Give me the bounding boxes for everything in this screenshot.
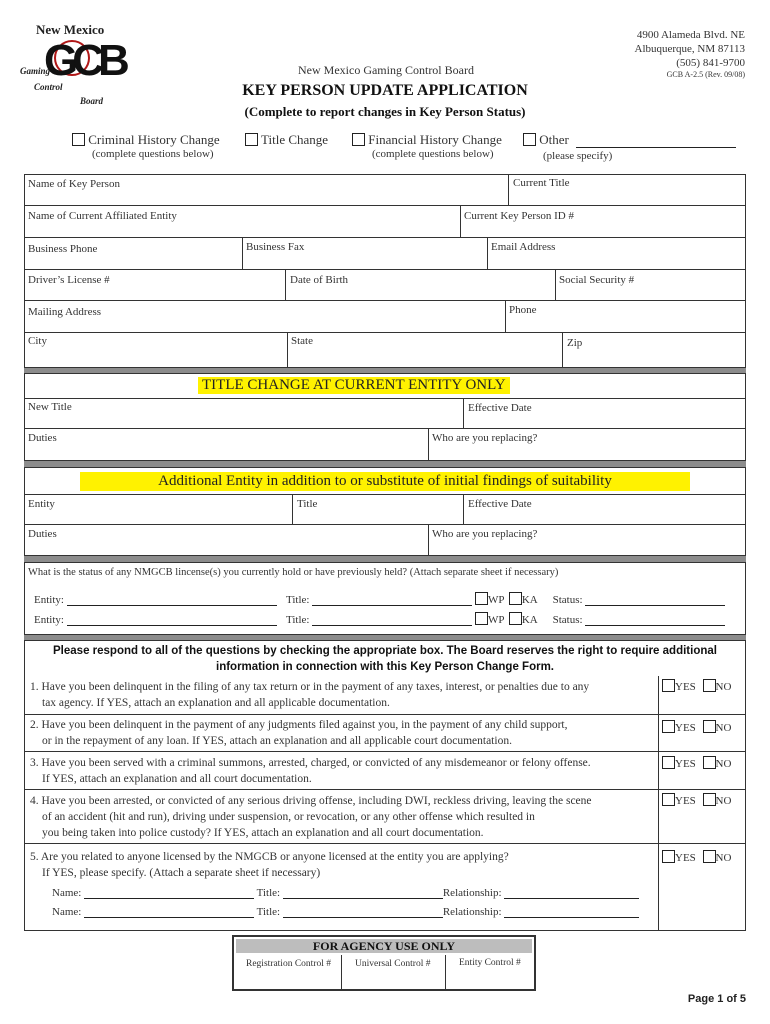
ae-duties-field[interactable]: Duties [28,528,57,540]
logo-word-control: Control [34,82,63,92]
question-5-line-2: If YES, please specify. (Attach a separate sheet if necessary) [42,867,321,879]
agency-name: New Mexico Gaming Control Board [298,63,474,77]
title-change-label: Title Change [261,132,329,147]
question-2-line-2: or in the repayment of any loan. If YES, attach an explanation and all applicable court documentation. [42,735,512,747]
key-person-info-table [24,174,746,368]
question-2-line-1: 2. Have you been delinquent in the payment of any judgments filed against you, in the payment of any child support, [30,719,568,731]
q3-no-checkbox[interactable] [703,756,716,769]
new-title-field[interactable]: New Title [28,401,72,413]
question-3 [30,755,591,787]
name-of-key-person-field[interactable]: Name of Key Person [28,178,120,190]
question-1 [30,679,589,711]
financial-history-checkbox[interactable] [352,133,365,146]
q1-yes-checkbox[interactable] [662,679,675,692]
criminal-history-option[interactable] [72,132,220,148]
relative-row-2 [52,906,639,918]
criminal-history-checkbox[interactable] [72,133,85,146]
entity-control-field[interactable]: Entity Control # [459,958,521,968]
address-line-2: Albuquerque, NM 87113 [634,43,745,55]
registration-control-field[interactable]: Registration Control # [246,959,331,969]
current-title-field[interactable]: Current Title [513,177,570,189]
address-block [635,28,746,80]
zip-field[interactable]: Zip [567,337,583,349]
tc-effective-date-field[interactable]: Effective Date [468,402,532,414]
tc-duties-field[interactable]: Duties [28,432,57,444]
q5-no-checkbox[interactable] [703,850,716,863]
question-3-answer [662,756,731,770]
affiliated-entity-field[interactable]: Name of Current Affiliated Entity [28,210,177,222]
q1-no-checkbox[interactable] [703,679,716,692]
page-number: Page 1 of 5 [687,993,746,1005]
relationship-label: Relationship: [442,887,502,899]
email-address-field[interactable]: Email Address [491,241,556,253]
relative-name-label: Name: [52,887,82,899]
relative-title-input-2[interactable] [283,907,443,918]
license-entity-label: Entity: [34,594,64,606]
license-title-input-2[interactable] [312,615,472,626]
ka-checkbox-1[interactable] [509,592,522,605]
yes-label: YES [675,758,696,770]
ae-replacing-field[interactable]: Who are you replacing? [432,528,538,540]
question-5 [30,849,509,881]
entity-field[interactable]: Entity [28,498,55,510]
license-row-2 [34,612,725,626]
question-2 [30,717,568,749]
tc-replacing-field[interactable]: Who are you replacing? [432,432,538,444]
question-3-line-1: 3. Have you been served with a criminal summons, arrested, charged, or convicted of any misdemeanor or felony offense. [30,757,591,769]
financial-history-label: Financial History Change [368,132,502,147]
criminal-history-note: (complete questions below) [92,148,214,160]
business-fax-field[interactable]: Business Fax [246,241,305,253]
phone-number: (505) 841-9700 [676,57,745,69]
logo-word-board: Board [80,96,104,106]
no-label: NO [715,758,732,770]
title-change-option[interactable] [245,132,328,148]
title-change-heading: TITLE CHANGE AT CURRENT ENTITY ONLY [198,377,510,394]
title-change-checkbox[interactable] [245,133,258,146]
q4-yes-checkbox[interactable] [662,793,675,806]
question-1-answer [662,679,731,693]
license-status-label: Status: [552,614,583,626]
ka-label: KA [521,594,538,606]
relationship-input-2[interactable] [504,907,639,918]
yes-label: YES [675,795,696,807]
page-title: KEY PERSON UPDATE APPLICATION [242,82,528,99]
yes-label: YES [675,852,696,864]
q2-yes-checkbox[interactable] [662,720,675,733]
relative-title-label: Title: [256,887,281,899]
question-4-line-3: you being taken into police custody? If YES, attach an explanation and all court documentation. [42,827,484,839]
relative-title-input-1[interactable] [283,888,443,899]
social-security-field[interactable]: Social Security # [559,274,635,286]
logo-word-gaming: Gaming [20,66,51,76]
additional-entity-heading: Additional Entity in addition to or substitute of initial findings of suitability [80,472,690,491]
wp-label: WP [487,594,505,606]
no-label: NO [715,722,732,734]
address-line-1: 4900 Alameda Blvd. NE [636,29,745,41]
license-title-label: Title: [286,614,310,626]
relative-name-input-2[interactable] [84,907,254,918]
no-label: NO [715,795,732,807]
wp-label: WP [487,614,505,626]
license-entity-label: Entity: [34,614,64,626]
key-person-id-field[interactable]: Current Key Person ID # [464,210,574,222]
financial-history-note: (complete questions below) [372,148,494,160]
relative-row-1 [52,887,639,899]
drivers-license-field[interactable]: Driver’s License # [28,274,110,286]
ae-effective-date-field[interactable]: Effective Date [468,498,532,510]
other-checkbox[interactable] [523,133,536,146]
other-specify-field[interactable] [576,137,736,148]
relative-name-input-1[interactable] [84,888,254,899]
yes-label: YES [675,681,696,693]
ka-label: KA [521,614,538,626]
relative-name-label: Name: [52,906,82,918]
wp-checkbox-2[interactable] [475,612,488,625]
license-entity-input-2[interactable] [67,615,277,626]
agency-use-heading: FOR AGENCY USE ONLY [312,939,456,953]
license-title-input-1[interactable] [312,595,472,606]
question-1-line-1: 1. Have you been delinquent in the filing of any tax return or in the payment of any taxes, interest, or penalties due to any [30,681,590,693]
financial-history-option[interactable] [352,132,502,148]
license-status-input-1[interactable] [585,595,725,606]
no-label: NO [715,852,732,864]
question-4-line-2: of an accident (hit and run), driving under suspension, or revocation, or any other offense which resulted in [42,811,535,823]
ka-checkbox-2[interactable] [509,612,522,625]
q2-no-checkbox[interactable] [703,720,716,733]
license-entity-input-1[interactable] [67,595,277,606]
relationship-input-1[interactable] [504,888,639,899]
questions-intro-line-2: information in connection with this Key Person Change Form. [216,661,554,673]
wp-checkbox-1[interactable] [475,592,488,605]
ae-title-field[interactable]: Title [297,498,318,510]
yes-label: YES [675,722,696,734]
questions-intro-line-1: Please respond to all of the questions by checking the appropriate box. The Board reserves the right to require additional [53,645,717,657]
question-5-answer [662,850,731,864]
question-1-line-2: tax agency. If YES, attach an explanation and all applicable documentation. [42,697,390,709]
license-status-question: What is the status of any NMGCB lincense(s) you currently hold or have previously held? (Attach separate sheet if necessary) [28,567,559,578]
question-3-line-2: If YES, attach an explanation and all court documentation. [42,773,312,785]
criminal-history-label: Criminal History Change [88,132,220,147]
question-2-answer [662,720,731,734]
q3-yes-checkbox[interactable] [662,756,675,769]
license-status-label: Status: [552,594,583,606]
city-field[interactable]: City [28,335,47,347]
no-label: NO [715,681,732,693]
question-5-line-1: 5. Are you related to anyone licensed by the NMGCB or anyone licensed at the entity you are applying? [30,851,509,863]
other-option[interactable] [523,132,736,148]
q5-yes-checkbox[interactable] [662,850,675,863]
universal-control-field[interactable]: Universal Control # [355,959,431,969]
relative-title-label: Title: [256,906,281,918]
logo-title: New Mexico [36,22,105,37]
other-label: Other [539,132,569,147]
other-note: (please specify) [543,150,613,162]
q4-no-checkbox[interactable] [703,793,716,806]
license-row-1 [34,592,725,606]
mailing-address-field[interactable]: Mailing Address [28,306,102,318]
phone-field[interactable]: Phone [509,304,537,316]
question-4-line-1: 4. Have you been arrested, or convicted of any serious driving offense, including DWI, reckless driving, leaving the scene [30,795,592,807]
question-4-answer [662,793,731,807]
page-subtitle: (Complete to report changes in Key Person Status) [244,104,526,119]
question-4 [30,793,592,841]
business-phone-field[interactable]: Business Phone [28,243,98,255]
license-status-input-2[interactable] [585,615,725,626]
license-title-label: Title: [286,594,310,606]
logo-initials: GCB [44,36,124,85]
state-field[interactable]: State [291,335,313,347]
questions-intro [24,643,746,675]
relationship-label: Relationship: [442,906,502,918]
date-of-birth-field[interactable]: Date of Birth [290,274,349,286]
form-id: GCB A-2.5 (Rev. 09/08) [666,70,745,79]
